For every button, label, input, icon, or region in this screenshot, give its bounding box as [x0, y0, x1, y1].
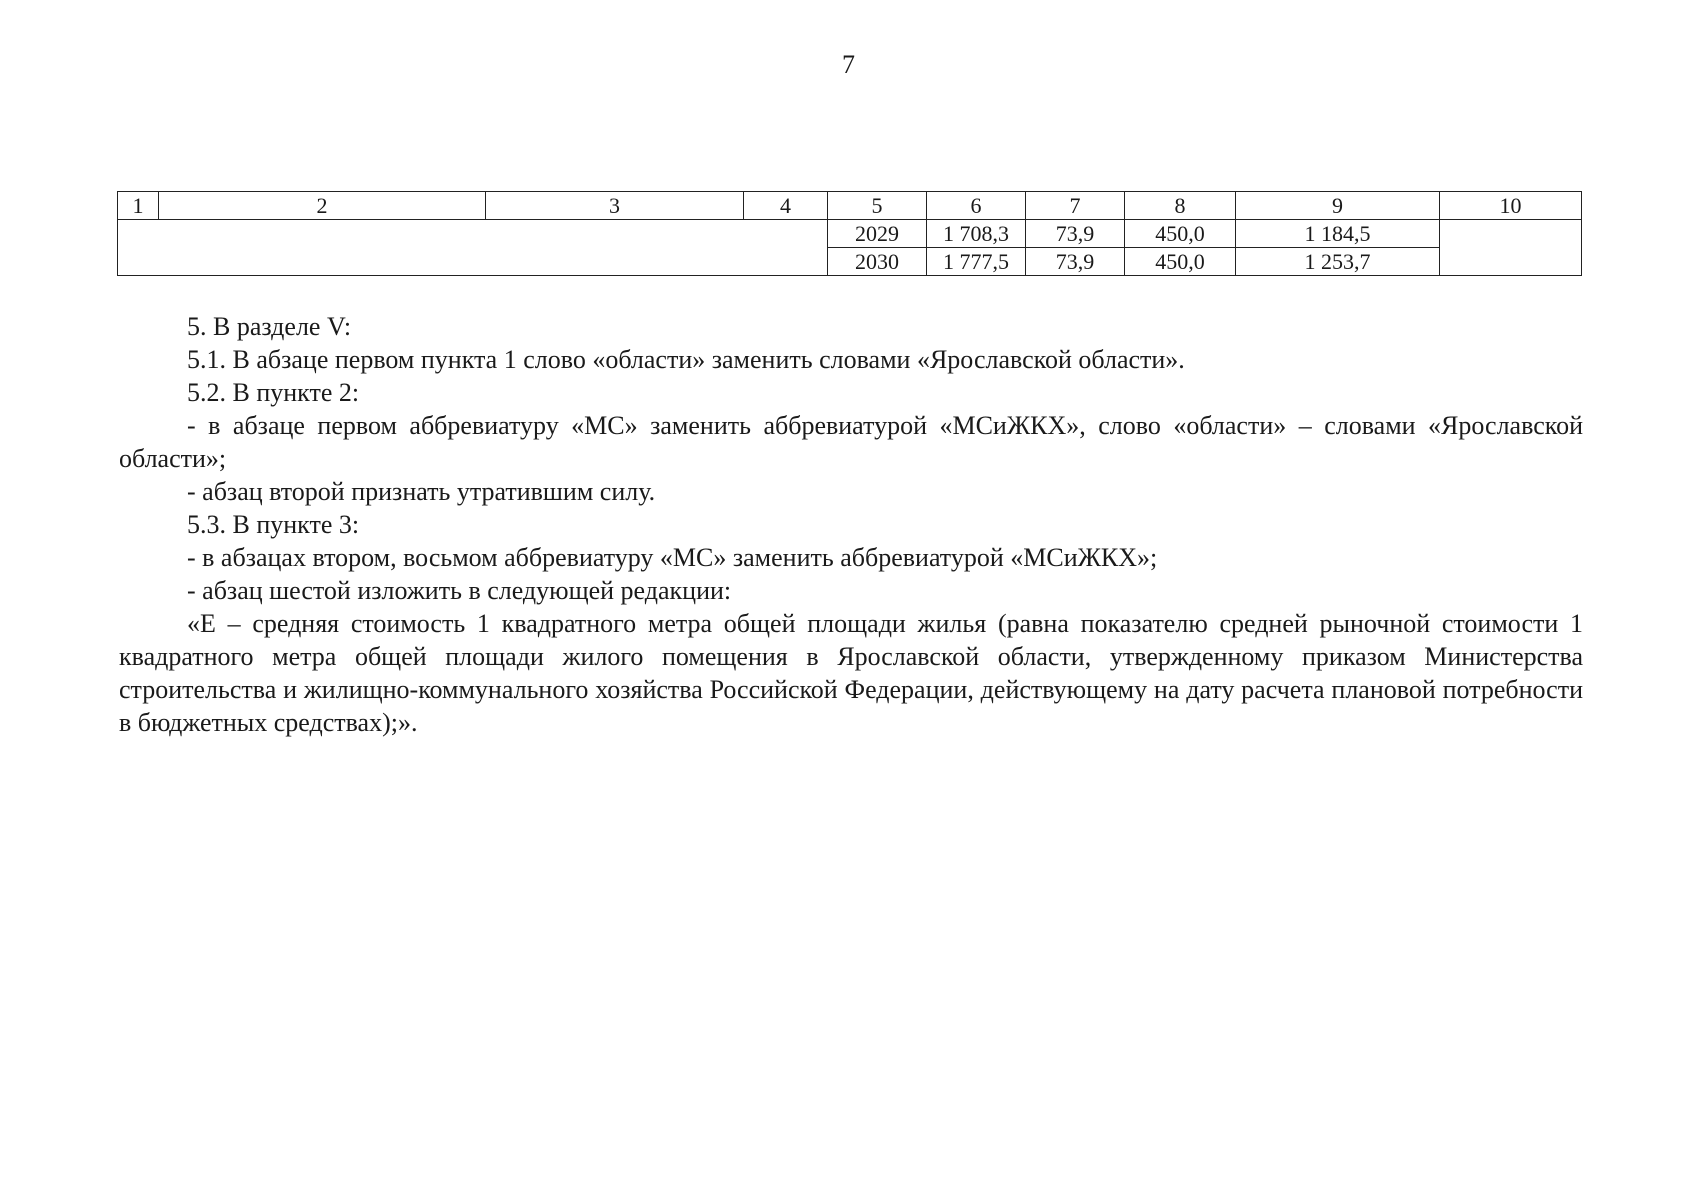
header-cell-4: 4: [744, 192, 828, 220]
header-cell-3: 3: [486, 192, 744, 220]
value-cell: 1 184,5: [1236, 220, 1440, 248]
value-cell: 1 777,5: [927, 248, 1026, 276]
paragraph-section-5: 5. В разделе V:: [187, 312, 352, 341]
empty-merged-cell: [118, 220, 828, 276]
table-header-row: [118, 192, 1582, 220]
header-cell-10: 10: [1440, 192, 1582, 220]
continuation-table: [117, 191, 1582, 276]
header-cell-5: 5: [828, 192, 927, 220]
year-cell: 2030: [828, 248, 927, 276]
value-cell: 73,9: [1026, 220, 1125, 248]
value-cell: 1 253,7: [1236, 248, 1440, 276]
value-cell: 1 708,3: [927, 220, 1026, 248]
paragraph-5-3-item-2: - абзац шестой изложить в следующей редакции:: [187, 576, 732, 605]
header-cell-9: 9: [1236, 192, 1440, 220]
value-cell: 73,9: [1026, 248, 1125, 276]
header-cell-7: 7: [1026, 192, 1125, 220]
header-cell-1: 1: [118, 192, 159, 220]
header-cell-8: 8: [1125, 192, 1236, 220]
document-body: [119, 310, 1583, 739]
header-cell-6: 6: [927, 192, 1026, 220]
paragraph-5-2: 5.2. В пункте 2:: [187, 378, 360, 407]
paragraph-5-1: 5.1. В абзаце первом пункта 1 слово «области» заменить словами «Ярославской области».: [187, 345, 1185, 374]
empty-col10-cell: [1440, 220, 1582, 276]
paragraph-5-3: 5.3. В пункте 3:: [187, 510, 360, 539]
paragraph-5-3-item-1: - в абзацах втором, восьмом аббревиатуру «МС» заменить аббревиатурой «МСиЖКХ»;: [187, 543, 1158, 572]
header-cell-2: 2: [159, 192, 486, 220]
value-cell: 450,0: [1125, 248, 1236, 276]
paragraph-5-2-item-2: - абзац второй признать утратившим силу.: [187, 477, 656, 506]
value-cell: 450,0: [1125, 220, 1236, 248]
year-cell: 2029: [828, 220, 927, 248]
paragraph-5-2-item-1: - в абзаце первом аббревиатуру «МС» заменить аббревиатурой «МСиЖКХ», слово «области» – словами «Ярославской области»;: [119, 411, 1583, 473]
table-row: [118, 220, 1582, 248]
paragraph-formula-definition: «Е – средняя стоимость 1 квадратного метра общей площади жилья (равна показателю средней рыночной стоимости 1 квадратного метра общей площади жилого помещения в Ярославской области, утвержденному приказом Министерства строительства и жилищно-коммунального хозяйства Российской Федерации, действующему на дату расчета плановой потребности в бюджетных средствах);».: [119, 609, 1583, 737]
page-number: 7: [842, 50, 855, 79]
